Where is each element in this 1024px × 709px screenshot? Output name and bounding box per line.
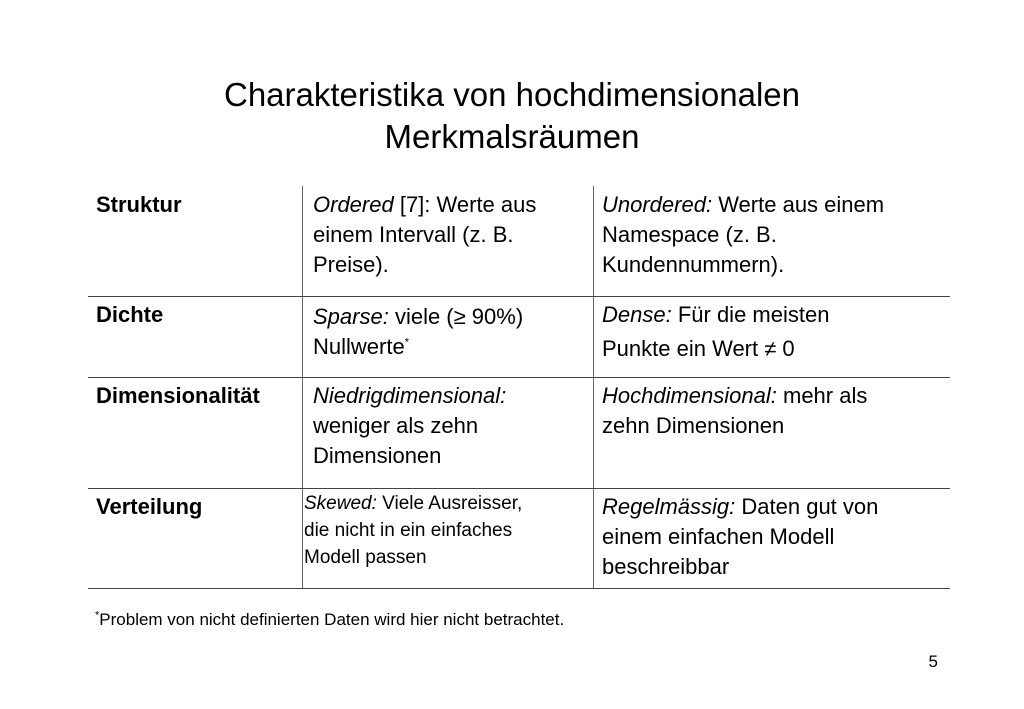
cell-line bbox=[602, 381, 867, 411]
cell-line: Dimensionen bbox=[313, 443, 442, 468]
cell-dichte-sparse bbox=[313, 302, 523, 362]
cell-line: Modell passen bbox=[304, 547, 427, 568]
table-row-divider-2 bbox=[88, 377, 950, 378]
cell-line: zehn Dimensionen bbox=[602, 413, 785, 438]
cell-verteilung-regelmaessig bbox=[602, 492, 878, 582]
page-number: 5 bbox=[928, 652, 938, 671]
table-bottom-border bbox=[88, 588, 950, 589]
cell-text: viele (≥ 90%) bbox=[388, 304, 524, 329]
cell-text: mehr als bbox=[776, 383, 868, 408]
cell-line bbox=[313, 332, 523, 362]
table-row-divider-3 bbox=[88, 488, 950, 489]
footnote-marker: * bbox=[404, 336, 409, 349]
term-dense: Dense: bbox=[602, 302, 672, 327]
footnote-marker: * bbox=[95, 609, 100, 622]
term-ordered: Ordered bbox=[313, 192, 394, 217]
cell-line bbox=[602, 300, 829, 330]
row-label-dichte: Dichte bbox=[96, 302, 164, 327]
cell-dimensionalitaet-niedrig bbox=[313, 381, 506, 471]
cell-text: Nullwerte bbox=[313, 334, 405, 359]
table-column-divider-2 bbox=[593, 186, 594, 589]
row-label-verteilung: Verteilung bbox=[96, 494, 203, 519]
slide-title bbox=[100, 74, 924, 158]
footnote-text: Problem von nicht definierten Daten wird hier nicht betrachtet. bbox=[99, 610, 565, 629]
table-column-divider-1 bbox=[302, 186, 303, 589]
cell-line: einem einfachen Modell bbox=[602, 524, 835, 549]
cell-text: Daten gut von bbox=[735, 494, 879, 519]
cell-line: die nicht in ein einfaches bbox=[304, 520, 513, 541]
cell-line: Kundennummern). bbox=[602, 252, 785, 277]
cell-line bbox=[602, 190, 884, 220]
slide-title-line-1: Charakteristika von hochdimensionalen bbox=[224, 76, 800, 113]
cell-struktur-unordered bbox=[602, 190, 884, 280]
row-label-dimensionalitaet: Dimensionalität bbox=[96, 383, 260, 408]
term-hochdimensional: Hochdimensional: bbox=[602, 383, 777, 408]
cell-line bbox=[313, 381, 506, 411]
term-skewed: Skewed: bbox=[304, 493, 377, 514]
cell-line bbox=[602, 492, 878, 522]
cell-line bbox=[304, 490, 522, 517]
cell-struktur-ordered bbox=[313, 190, 536, 280]
term-regelmaessig: Regelmässig: bbox=[602, 494, 736, 519]
cell-text: Für die meisten bbox=[671, 302, 830, 327]
cell-dichte-dense bbox=[602, 300, 829, 364]
cell-line: Namespace (z. B. bbox=[602, 222, 777, 247]
row-label-struktur: Struktur bbox=[96, 192, 182, 217]
term-unordered: Unordered: bbox=[602, 192, 713, 217]
cell-line bbox=[313, 302, 523, 332]
cell-line: einem Intervall (z. B. bbox=[313, 222, 514, 247]
term-niedrigdimensional: Niedrigdimensional: bbox=[313, 383, 507, 408]
cell-line: Preise). bbox=[313, 252, 389, 277]
cell-dimensionalitaet-hoch bbox=[602, 381, 867, 441]
cell-line: beschreibbar bbox=[602, 554, 730, 579]
cell-text: Werte aus einem bbox=[712, 192, 885, 217]
footnote bbox=[95, 609, 564, 631]
term-sparse: Sparse: bbox=[313, 304, 389, 329]
cell-text: [7]: Werte aus bbox=[393, 192, 537, 217]
cell-line: weniger als zehn bbox=[313, 413, 479, 438]
cell-line: Punkte ein Wert ≠ 0 bbox=[602, 336, 795, 361]
cell-verteilung-skewed bbox=[304, 490, 522, 571]
cell-line bbox=[313, 190, 536, 220]
table-row-divider-1 bbox=[88, 296, 950, 297]
cell-text: Viele Ausreisser, bbox=[376, 493, 523, 514]
slide-title-line-2: Merkmalsräumen bbox=[384, 118, 640, 155]
